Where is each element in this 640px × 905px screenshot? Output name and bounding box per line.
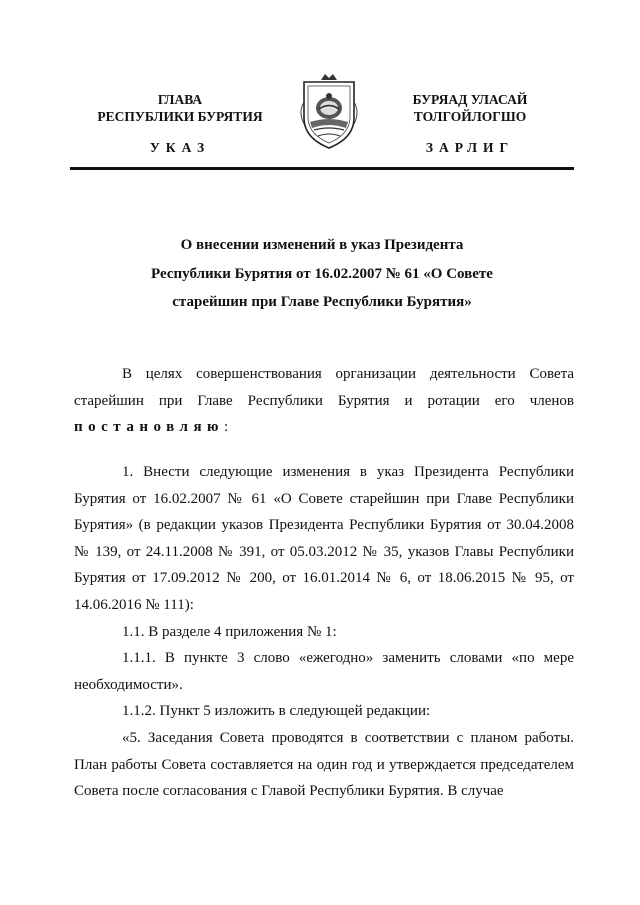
issuer-line-1-bua: БУРЯАД УЛАСАЙ [412,92,528,107]
item-1-1-1: 1.1.1. В пункте 3 слово «ежегодно» заменить словами «по мере необходимости». [74,650,574,693]
item-1-1: 1.1. В разделе 4 приложения № 1: [122,623,337,640]
title-line-2: Республики Бурятия от 16.02.2007 № 61 «О Совете [151,265,493,282]
preamble-end: : [224,419,229,436]
title-line-3: старейшин при Главе Республики Бурятия» [172,294,472,310]
title-line-1: О внесении изменений в указ Президента [180,237,464,253]
issuer-header-bua [380,91,560,125]
decree-word: постановляю [74,419,225,436]
issuer-line-2-ru: РЕСПУБЛИКИ БУРЯТИЯ [97,109,263,124]
issuer-line-2-bua: ТОЛГОЙЛОГШО [413,109,527,124]
preamble-paragraph [74,361,574,441]
issuer-header-ru [70,91,290,125]
preamble [74,361,574,441]
coat-of-arms-emblem-icon [296,72,362,152]
decree-type-ru: УКАЗ [149,140,211,155]
item-1: 1. Внести следующие изменения в указ Президента Республики Бурятия от 16.02.2007 № 61 «О Совете старейшин при Главе Республики Бурятия» (в редакции указов Президента Республики Бурятия от 30.04.2008 № 139, от 24.11.2008 № 391, от 05.03.2012 № 35, указов Главы Республики Бурятия от 17.09.2012 № 200, от 16.01.2014 № 6, от 18.06.2015 № 95, от 14.06.2016 № 111): [74,464,574,613]
decree-type-bua: ЗАРЛИГ [425,140,515,155]
header-divider [70,167,574,170]
issuer-line-1-ru: ГЛАВА [157,92,203,107]
item-1-1-2: 1.1.2. Пункт 5 изложить в следующей редакции: [122,703,431,720]
document-title [70,231,574,317]
preamble-text: В целях совершенствования организации деятельности Совета старейшин при Главе Республики Бурятия и ротации его членов [74,366,574,409]
item-quote-5: «5. Заседания Совета проводятся в соответствии с планом работы. План работы Совета составляется на один год и утверждается председателем Совета после согласования с Главой Республики Бурятия. В случае [74,729,574,800]
decree-items [74,459,574,805]
